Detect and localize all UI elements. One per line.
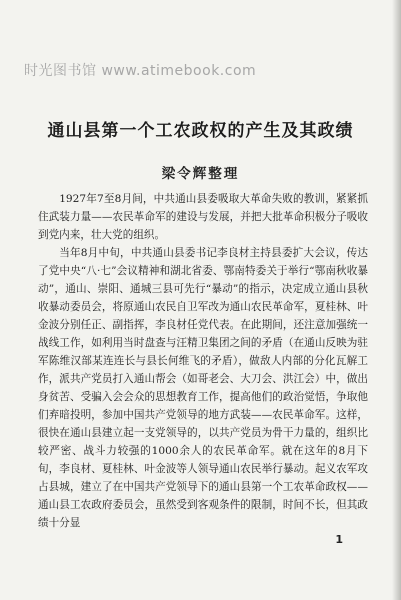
article-title: 通山县第一个工农政权的产生及其政绩: [47, 121, 354, 141]
page-number: 1: [335, 533, 343, 546]
paragraph-2: 当年8月中旬，中共通山县委书记李良材主持县委扩大会议，传达了党中央“八·七”会议精神和湖北省委、鄂南特委关于举行“鄂南秋收暴动”，通山、崇阳、通城三县可先行“暴动”的指示，决定成立通山县秋收暴动委员会，将原通山农民自卫军改为通山农民革命军，夏桂林、叶金波分别任正、副指挥，李良材任党代表。在此期间，还注意加强统一战线工作，如利用当时盘查与汪精卫集团之间的矛盾（在通山反映为驻军陈维汉部某连连长与县长何维飞的矛盾），做敌人内部的分化瓦解工作，派共产党员打入通山帮会（如哥老会、大刀会、洪江会）中，做出身贫苦、受骗入会会众的思想教育工作，提高他们的政治觉悟，争取他们弃暗投明，参加中国共产党领导的地方武装——农民革命军。这样，很快在通山县建立起一支党领导的，以共产党员为骨干力量的，组织比较严密、战斗力较强的1000余人的农民革命军。就在这年的8月下旬，李良材、夏桂林、叶金波等人领导通山农民举行暴动。起义农军攻占县城，建立了在中国共产党领导下的通山县第一个工农革命政权——通山县工农政府委员会，虽然受到客观条件的限制，时间不长，但其政绩十分显: [38, 247, 368, 529]
page-edge-shadow: [392, 0, 401, 600]
paragraph-1: 1927年7至8月间，中共通山县委吸取大革命失败的教训，紧紧抓住武装力量——农民革命军的建设与发展，并把大批革命积极分子吸收到党内来，壮大党的组织。: [38, 193, 368, 241]
article-author: 梁令辉整理: [161, 166, 240, 182]
watermark: 时光图书馆 www.atimebook.com: [24, 63, 257, 79]
article-body: [38, 190, 368, 532]
